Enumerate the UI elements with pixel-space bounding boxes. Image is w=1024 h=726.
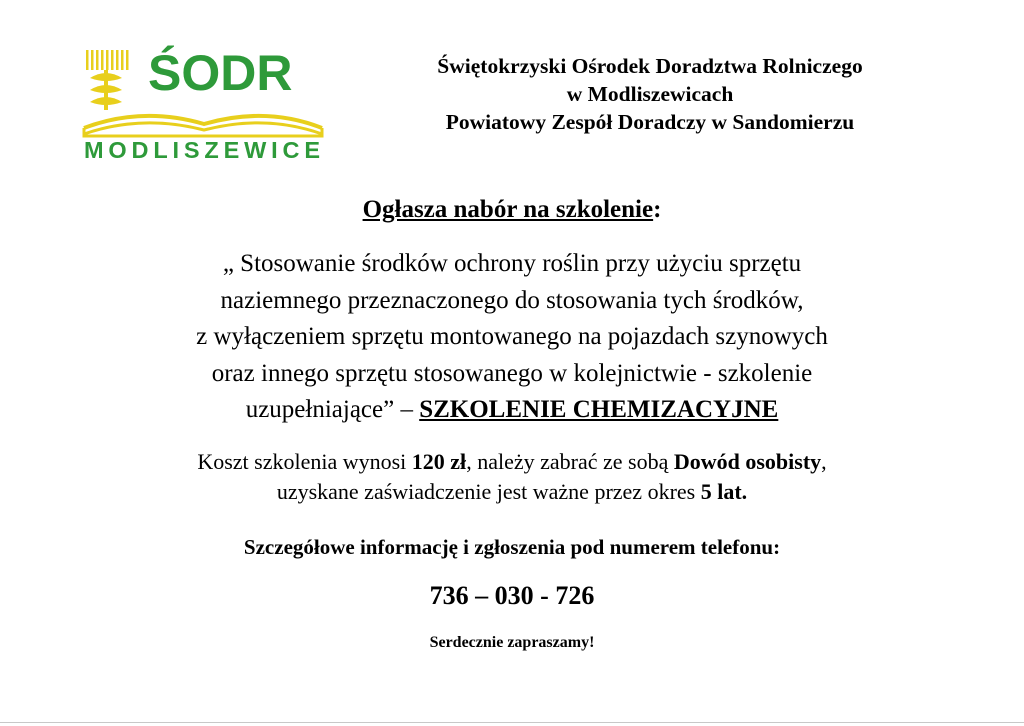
required-document: Dowód osobisty — [673, 449, 822, 474]
org-unit: Powiatowy Zespół Doradczy w Sandomierzu — [445, 110, 855, 134]
training-title-line-5-prefix: uzupełniające” – — [245, 396, 420, 423]
contact-info-text: Szczegółowe informację i zgłoszenia pod numerem telefonu: — [243, 535, 781, 559]
cost-price: 120 zł — [411, 449, 467, 474]
org-name: Świętokrzyski Ośrodek Doradztwa Rolniczego — [437, 54, 863, 78]
sodr-logo — [82, 44, 327, 164]
org-location: w Modliszewicach — [566, 82, 734, 106]
announcement-text: Ogłasza nabór na szkolenie — [362, 196, 654, 223]
wheat-icon — [86, 50, 129, 110]
training-title-line-2: naziemnego przeznaczonego do stosowania tych środków, — [220, 286, 804, 314]
organization-header — [330, 52, 970, 136]
announcement-colon: : — [653, 196, 662, 223]
training-title-line-5 — [40, 392, 984, 429]
cost-line-1 — [40, 447, 984, 477]
announcement-heading — [40, 195, 984, 225]
logo-brand-text: ŚODR — [148, 45, 293, 101]
logo-city-text: MODLISZEWICE — [84, 137, 320, 163]
cost-prefix: Koszt szkolenia wynosi — [197, 449, 412, 474]
book-icon — [84, 116, 322, 136]
training-type-emphasis: SZKOLENIE CHEMIZACYJNE — [419, 396, 779, 423]
closing-text: Serdecznie zapraszamy! — [429, 634, 595, 651]
training-title-line-3: z wyłączeniem sprzętu montowanego na pojazdach szynowych — [196, 323, 828, 350]
cost-info — [40, 447, 984, 507]
validity-period: 5 lat. — [700, 479, 748, 504]
page-bottom-divider — [0, 722, 1024, 723]
training-title — [40, 246, 984, 429]
phone-number: 736 – 030 - 726 — [429, 581, 595, 610]
validity-prefix: uzyskane zaświadczenie jest ważne przez okres — [276, 479, 701, 504]
cost-line-end: , — [821, 449, 827, 474]
cost-line-2 — [40, 477, 984, 507]
training-title-line-4: oraz innego sprzętu stosowanego w kolejnictwie - szkolenie — [211, 359, 813, 387]
cost-middle: , należy zabrać ze sobą — [466, 449, 674, 474]
sodr-logo-graphic — [82, 44, 327, 164]
training-title-line-1: „ Stosowanie środków ochrony roślin przy użyciu sprzętu — [222, 250, 802, 277]
